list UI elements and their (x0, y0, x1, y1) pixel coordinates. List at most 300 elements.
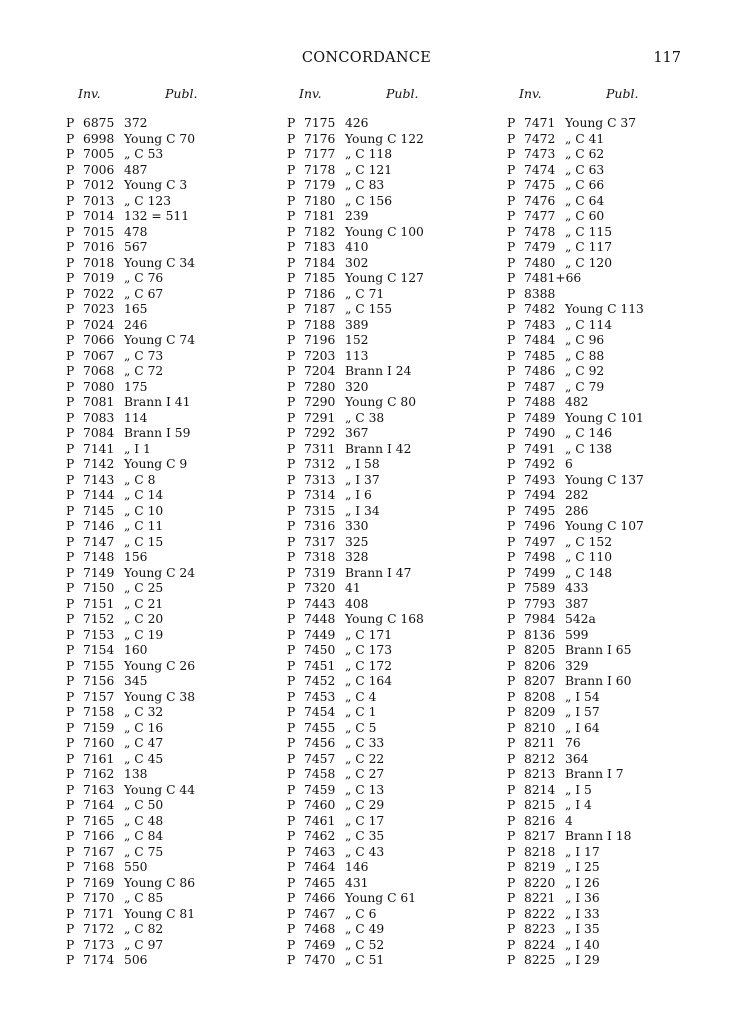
concordance-row (507, 550, 717, 566)
concordance-row (287, 504, 497, 520)
publication-reference: „ C 117 (565, 240, 613, 254)
concordance-row (66, 752, 276, 768)
inventory-number: 7015 (83, 224, 115, 239)
inventory-number: 7479 (524, 240, 556, 254)
prefix-letter: P (66, 565, 75, 580)
concordance-row (287, 690, 497, 706)
publication-reference: „ I 25 (565, 860, 600, 874)
inventory-number: 7180 (304, 193, 336, 208)
concordance-row (66, 798, 276, 814)
prefix-letter: P (66, 317, 75, 332)
prefix-letter: P (287, 767, 296, 781)
publication-reference: 246 (124, 317, 148, 332)
inventory-number: 7014 (83, 209, 115, 223)
concordance-row (507, 860, 717, 876)
prefix-letter: P (66, 782, 75, 797)
inventory-number: 7490 (524, 426, 556, 440)
publication-reference: „ C 148 (565, 565, 613, 580)
concordance-row (287, 287, 497, 303)
prefix-letter: P (287, 891, 296, 905)
inventory-number: 7157 (83, 689, 115, 704)
prefix-letter: P (287, 271, 296, 285)
prefix-letter: P (287, 813, 296, 828)
publication-reference: „ C 64 (565, 193, 605, 208)
prefix-letter: P (287, 844, 296, 859)
concordance-row (66, 721, 276, 737)
inventory-number: 7497 (524, 534, 556, 549)
concordance-row (66, 271, 276, 287)
concordance-row (287, 426, 497, 442)
inventory-number: 7083 (83, 410, 115, 425)
concordance-row (507, 457, 717, 473)
concordance-row (507, 287, 717, 303)
inventory-number: 7147 (83, 534, 115, 549)
concordance-row (507, 256, 717, 272)
prefix-letter: P (287, 255, 296, 270)
inventory-number: 7499 (524, 565, 556, 580)
prefix-letter: P (66, 209, 75, 223)
prefix-letter: P (66, 224, 75, 239)
prefix-letter: P (287, 782, 296, 797)
concordance-row (66, 783, 276, 799)
inventory-number: 7496 (524, 519, 556, 533)
concordance-row (287, 566, 497, 582)
inventory-number: 7452 (304, 674, 336, 688)
publication-reference: Brann I 24 (345, 364, 412, 378)
inventory-number: 7320 (304, 581, 336, 595)
concordance-row (66, 194, 276, 210)
publication-reference: „ C 25 (124, 581, 164, 595)
prefix-letter: P (66, 457, 75, 471)
page-title: CONCORDANCE (301, 50, 432, 66)
concordance-row (287, 147, 497, 163)
concordance-row (66, 132, 276, 148)
concordance-row (66, 395, 276, 411)
publication-reference: Young C 34 (124, 255, 196, 270)
concordance-column-3 (507, 86, 717, 969)
publication-reference: 550 (124, 860, 148, 874)
inventory-number: 7450 (304, 643, 336, 657)
prefix-letter: P (287, 534, 296, 549)
prefix-letter: P (287, 906, 296, 921)
inventory-number: 7160 (83, 736, 115, 750)
prefix-letter: P (287, 705, 296, 719)
publication-reference: „ C 53 (124, 147, 164, 161)
publication-reference: „ C 1 (345, 705, 377, 719)
publication-reference: 329 (565, 658, 589, 673)
prefix-letter: P (507, 782, 516, 797)
prefix-letter: P (507, 860, 516, 874)
inventory-number: 8207 (524, 674, 556, 688)
inventory-number: 7023 (83, 302, 115, 316)
inventory-number: 7161 (83, 751, 115, 766)
inv-column-label: Inv. (519, 86, 542, 101)
concordance-row (507, 519, 717, 535)
concordance-row (66, 891, 276, 907)
publication-reference: „ C 6 (345, 906, 377, 921)
inventory-number: 7068 (83, 364, 115, 378)
prefix-letter: P (66, 178, 75, 192)
inventory-number: 8220 (524, 875, 556, 890)
concordance-row (287, 116, 497, 132)
prefix-letter: P (287, 426, 296, 440)
publication-reference: 165 (124, 302, 148, 316)
inventory-number: 7470 (304, 953, 336, 967)
publication-reference: „ I 57 (565, 705, 600, 719)
publication-reference: 286 (565, 503, 589, 518)
publication-reference: „ C 8 (124, 472, 156, 487)
concordance-column-1 (66, 86, 276, 969)
publication-reference: 482 (565, 395, 589, 409)
inventory-number: 7488 (524, 395, 556, 409)
prefix-letter: P (507, 147, 516, 161)
prefix-letter: P (507, 643, 516, 657)
prefix-letter: P (507, 519, 516, 533)
prefix-letter: P (287, 457, 296, 471)
prefix-letter: P (66, 875, 75, 890)
inventory-number: 7144 (83, 488, 115, 502)
prefix-letter: P (66, 302, 75, 316)
prefix-letter: P (66, 767, 75, 781)
concordance-row (287, 860, 497, 876)
concordance-row (507, 829, 717, 845)
inventory-number: 7006 (83, 162, 115, 177)
concordance-row (287, 938, 497, 954)
inventory-number: 7182 (304, 224, 336, 239)
publication-reference: „ C 15 (124, 534, 164, 549)
inventory-number: 7485 (524, 348, 556, 363)
concordance-row (66, 256, 276, 272)
concordance-row (507, 194, 717, 210)
publication-reference: „ C 63 (565, 162, 605, 177)
prefix-letter: P (507, 503, 516, 518)
inventory-number: 7024 (83, 317, 115, 332)
inventory-number: 8225 (524, 953, 556, 967)
concordance-row (66, 442, 276, 458)
concordance-row (287, 457, 497, 473)
prefix-letter: P (287, 550, 296, 564)
publication-reference: Brann I 59 (124, 426, 191, 440)
concordance-row (507, 674, 717, 690)
publication-reference: „ I 35 (565, 922, 600, 936)
inventory-number: 7454 (304, 705, 336, 719)
prefix-letter: P (66, 612, 75, 626)
inventory-number: 7154 (83, 643, 115, 657)
inventory-number: 7168 (83, 860, 115, 874)
concordance-row (66, 333, 276, 349)
publication-reference: „ C 171 (345, 627, 393, 642)
publ-column-label: Publ. (606, 86, 639, 101)
concordance-row (507, 132, 717, 148)
prefix-letter: P (66, 286, 75, 301)
publication-reference: „ C 67 (124, 286, 164, 301)
concordance-column-2 (287, 86, 497, 969)
prefix-letter: P (507, 286, 516, 301)
prefix-letter: P (507, 720, 516, 735)
concordance-row (287, 240, 497, 256)
publication-reference: „ I 40 (565, 937, 600, 952)
inventory-number: 7465 (304, 875, 336, 890)
prefix-letter: P (507, 798, 516, 812)
inventory-number: 7451 (304, 658, 336, 673)
prefix-letter: P (507, 209, 516, 223)
publication-reference: 146 (345, 860, 369, 874)
prefix-letter: P (287, 364, 296, 378)
publication-reference: „ C 35 (345, 829, 385, 843)
inventory-number: 8221 (524, 891, 556, 905)
inventory-number: 8208 (524, 689, 556, 704)
concordance-row (507, 907, 717, 923)
publication-reference: „ C 73 (124, 348, 164, 363)
concordance-row (66, 380, 276, 396)
inventory-number: 7483 (524, 317, 556, 332)
inventory-number: 7475 (524, 178, 556, 192)
concordance-row (507, 814, 717, 830)
publication-reference: Young C 80 (345, 395, 417, 409)
publication-reference: „ C 48 (124, 813, 164, 828)
inventory-number: 7290 (304, 395, 336, 409)
publication-reference: Young C 74 (124, 333, 196, 347)
inventory-number: 7291 (304, 410, 336, 425)
inventory-number: 7292 (304, 426, 336, 440)
prefix-letter: P (66, 550, 75, 564)
concordance-row (66, 225, 276, 241)
prefix-letter: P (507, 410, 516, 425)
concordance-row (287, 705, 497, 721)
publication-reference: „ I 34 (345, 503, 380, 518)
publication-reference: „ C 156 (345, 193, 393, 208)
publication-reference: Young C 24 (124, 565, 196, 580)
concordance-row (66, 163, 276, 179)
concordance-row (66, 845, 276, 861)
prefix-letter: P (66, 364, 75, 378)
inventory-number: 8218 (524, 844, 556, 859)
prefix-letter: P (66, 348, 75, 363)
publication-reference: „ C 10 (124, 503, 164, 518)
publication-reference: „ I 58 (345, 457, 380, 471)
prefix-letter: P (287, 736, 296, 750)
prefix-letter: P (66, 860, 75, 874)
inventory-number: 8388 (524, 286, 556, 301)
prefix-letter: P (66, 891, 75, 905)
prefix-letter: P (287, 209, 296, 223)
concordance-row (507, 736, 717, 752)
inventory-number: 7173 (83, 937, 115, 952)
publication-reference: „ C 41 (565, 131, 605, 146)
prefix-letter: P (66, 829, 75, 843)
prefix-letter: P (287, 348, 296, 363)
inventory-number: 8205 (524, 643, 556, 657)
publication-reference: „ C 155 (345, 302, 393, 316)
concordance-row (507, 643, 717, 659)
publication-reference: Young C 127 (345, 271, 424, 285)
concordance-row (507, 271, 717, 287)
inventory-number: 8216 (524, 813, 556, 828)
prefix-letter: P (66, 472, 75, 487)
concordance-rows (507, 116, 717, 969)
inventory-number: 7169 (83, 875, 115, 890)
inventory-number: 7146 (83, 519, 115, 533)
inventory-number: 7156 (83, 674, 115, 688)
concordance-row (66, 240, 276, 256)
prefix-letter: P (287, 503, 296, 518)
prefix-letter: P (287, 596, 296, 611)
prefix-letter: P (287, 519, 296, 533)
inventory-number: 7170 (83, 891, 115, 905)
prefix-letter: P (287, 116, 296, 130)
concordance-row (287, 194, 497, 210)
publication-reference: „ C 96 (565, 333, 605, 347)
concordance-row (66, 612, 276, 628)
concordance-row (66, 938, 276, 954)
inventory-number: 7174 (83, 953, 115, 967)
concordance-row (507, 721, 717, 737)
concordance-row (66, 674, 276, 690)
publication-reference: „ C 164 (345, 674, 393, 688)
publication-reference: 478 (124, 224, 148, 239)
inventory-number: 7162 (83, 767, 115, 781)
inventory-number: 7280 (304, 379, 336, 394)
publication-reference: 152 (345, 333, 369, 347)
inventory-number: 7013 (83, 193, 115, 208)
publication-reference: „ C 66 (565, 178, 605, 192)
prefix-letter: P (66, 503, 75, 518)
prefix-letter: P (66, 333, 75, 347)
prefix-letter: P (507, 813, 516, 828)
concordance-row (66, 597, 276, 613)
concordance-row (287, 612, 497, 628)
concordance-row (507, 922, 717, 938)
publication-reference: „ C 120 (565, 255, 613, 270)
concordance-row (66, 628, 276, 644)
publication-reference: Brann I 60 (565, 674, 632, 688)
inventory-number: 7481+66 (524, 271, 582, 285)
inventory-number: 7464 (304, 860, 336, 874)
prefix-letter: P (66, 395, 75, 409)
concordance-row (287, 333, 497, 349)
inventory-number: 7467 (304, 906, 336, 921)
publication-reference: „ C 84 (124, 829, 164, 843)
prefix-letter: P (507, 116, 516, 130)
prefix-letter: P (66, 736, 75, 750)
concordance-row (287, 767, 497, 783)
inventory-number: 7443 (304, 596, 336, 611)
inventory-number: 7012 (83, 178, 115, 192)
prefix-letter: P (66, 581, 75, 595)
publication-reference: „ I 37 (345, 472, 380, 487)
concordance-row (287, 209, 497, 225)
concordance-row (507, 302, 717, 318)
publication-reference: „ C 83 (345, 178, 385, 192)
concordance-row (507, 566, 717, 582)
concordance-row (287, 876, 497, 892)
publication-reference: Young C 100 (345, 224, 424, 239)
concordance-row (66, 922, 276, 938)
prefix-letter: P (287, 829, 296, 843)
publication-reference: Young C 44 (124, 782, 196, 797)
concordance-row (66, 659, 276, 675)
inventory-number: 7142 (83, 457, 115, 471)
publication-reference: 239 (345, 209, 369, 223)
concordance-row (66, 581, 276, 597)
publication-reference: Brann I 7 (565, 767, 624, 781)
inventory-number: 7163 (83, 782, 115, 797)
publication-reference: 330 (345, 519, 369, 533)
inventory-number: 7471 (524, 116, 556, 130)
prefix-letter: P (287, 937, 296, 952)
publication-reference: „ C 123 (124, 193, 172, 208)
concordance-row (287, 550, 497, 566)
publication-reference: 506 (124, 953, 148, 967)
publication-reference: „ C 16 (124, 720, 164, 735)
publication-reference: „ C 4 (345, 689, 377, 704)
publication-reference: Young C 101 (565, 410, 644, 425)
publication-reference: 345 (124, 674, 148, 688)
inv-column-label: Inv. (299, 86, 322, 101)
prefix-letter: P (66, 379, 75, 394)
prefix-letter: P (507, 178, 516, 192)
prefix-letter: P (287, 379, 296, 394)
prefix-letter: P (507, 240, 516, 254)
prefix-letter: P (287, 922, 296, 936)
concordance-row (66, 349, 276, 365)
inventory-number: 7158 (83, 705, 115, 719)
inventory-number: 7153 (83, 627, 115, 642)
concordance-row (287, 829, 497, 845)
concordance-row (507, 395, 717, 411)
inventory-number: 7311 (304, 441, 336, 456)
publ-column-label: Publ. (386, 86, 419, 101)
inventory-number: 7473 (524, 147, 556, 161)
column-header (287, 86, 497, 102)
prefix-letter: P (507, 674, 516, 688)
publication-reference: 138 (124, 767, 148, 781)
inventory-number: 8219 (524, 860, 556, 874)
inventory-number: 7456 (304, 736, 336, 750)
publication-reference: Brann I 47 (345, 565, 412, 580)
publication-reference: 542a (565, 612, 596, 626)
concordance-row (66, 178, 276, 194)
inventory-number: 7175 (304, 116, 336, 130)
publication-reference: „ C 146 (565, 426, 613, 440)
inventory-number: 7081 (83, 395, 115, 409)
publication-reference: „ C 97 (124, 937, 164, 952)
concordance-row (287, 411, 497, 427)
concordance-row (287, 643, 497, 659)
publication-reference: „ I 6 (345, 488, 372, 502)
publication-reference: „ I 54 (565, 689, 600, 704)
inventory-number: 7489 (524, 410, 556, 425)
publication-reference: „ C 152 (565, 534, 613, 549)
prefix-letter: P (66, 720, 75, 735)
concordance-row (66, 473, 276, 489)
inventory-number: 8222 (524, 906, 556, 921)
publication-reference: Young C 9 (124, 457, 188, 471)
prefix-letter: P (66, 658, 75, 673)
prefix-letter: P (66, 906, 75, 921)
concordance-row (507, 891, 717, 907)
prefix-letter: P (287, 472, 296, 487)
inventory-number: 7148 (83, 550, 115, 564)
publication-reference: 325 (345, 534, 369, 549)
inventory-number: 7498 (524, 550, 556, 564)
concordance-row (507, 938, 717, 954)
concordance-row (507, 705, 717, 721)
inventory-number: 7178 (304, 162, 336, 177)
publication-reference: „ I 4 (565, 798, 592, 812)
concordance-row (287, 271, 497, 287)
publication-reference: „ C 47 (124, 736, 164, 750)
